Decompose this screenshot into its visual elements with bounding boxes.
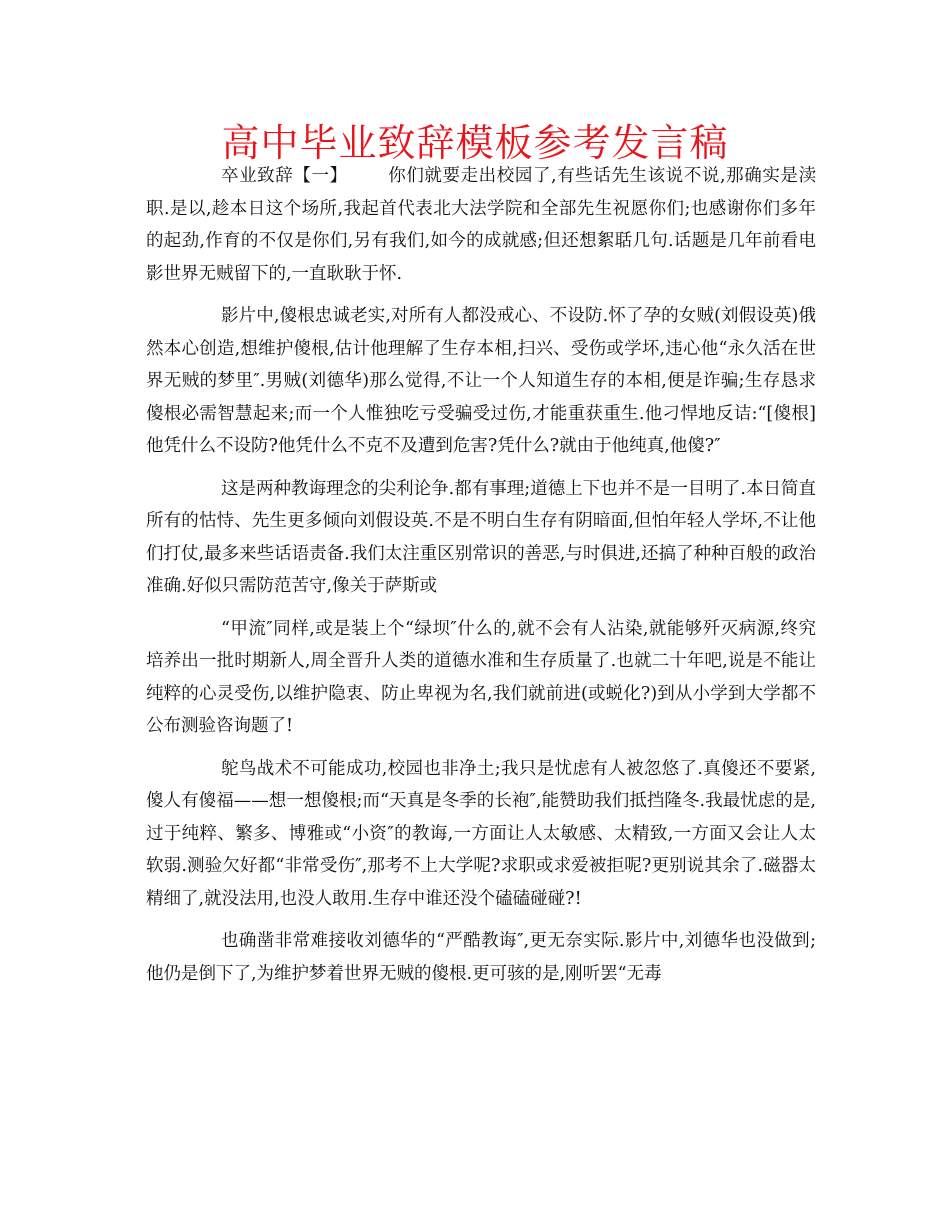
- document-body: [146, 160, 816, 990]
- document-title: 高中毕业致辞模板参考发言稿: [221, 121, 729, 165]
- paragraph-text: 你们就要走出校园了,有些话先生该说不说,那确实是渎职.是以,趁本日这个场所,我起首代表北大法学院和全部先生祝愿你们;也感谢你们多年的起劲,作育的不仅是你们,另有我们,如今的成就感;但还想絮聒几句.话题是几年前看电影世界无贼留下的,一直耿耿于怀.: [146, 166, 817, 284]
- paragraph: [146, 160, 816, 290]
- section-tag: 卒业致辞【一】: [221, 166, 348, 186]
- paragraph: 鸵鸟战术不可能成功,校园也非净土;我只是忧虑有人被忽悠了.真傻还不要紧,傻人有傻福——想一想傻根;而“天真是冬季的长袍″,能赞助我们抵挡隆冬.我最忧虑的是,过于纯粹、繁多、博雅或“小资″的教诲,一方面让人太敏感、太精致,一方面又会让人太软弱.测验欠好都“非常受伤″,那考不上大学呢?求职或求爱被拒呢?更别说其余了.磁器太精细了,就没法用,也没人敢用.生存中谁还没个磕磕碰碰?!: [146, 758, 816, 909]
- paragraph: 影片中,傻根忠诚老实,对所有人都没戒心、不设防.怀了孕的女贼(刘假设英)俄然本心创造,想维护傻根,估计他理解了生存本相,扫兴、受伤或学坏,违心他“永久活在世界无贼的梦里″.男贼(刘德华)那么觉得,不让一个人知道生存的本相,便是诈骗;生存恳求傻根必需智慧起来;而一个人惟独吃亏受骗受过伤,才能重获重生.他刁悍地反诘:“[傻根]他凭什么不设防?他凭什么不克不及遭到危害?凭什么?就由于他纯真,他傻?″: [146, 306, 816, 456]
- paragraph: 这是两种教诲理念的尖利论争.都有事理;道德上下也并不是一目明了.本日简直所有的怙恃、先生更多倾向刘假设英.不是不明白生存有阴暗面,但怕年轻人学坏,不让他们打仗,最多来些话语责备.我们太注重区别常识的善恶,与时俱进,还搞了种种百般的政治准确.好似只需防范苦守,像关于萨斯或: [146, 478, 816, 596]
- paragraph: 也确凿非常难接收刘德华的“严酷教诲″,更无奈实际.影片中,刘德华也没做到;他仍是倒下了,为维护梦着世界无贼的傻根.更可骇的是,刚听罢“无毒: [146, 931, 816, 984]
- paragraph: “甲流″同样,或是装上个“绿坝″什么的,就不会有人沾染,就能够歼灭病源,终究培养出一批时期新人,周全晋升人类的道德水准和生存质量了.也就二十年吧,说是不能让纯粹的心灵受伤,以维护隐衷、防止卑视为名,我们就前进(或蜕化?)到从小学到大学都不公布测验咨询题了!: [146, 618, 816, 736]
